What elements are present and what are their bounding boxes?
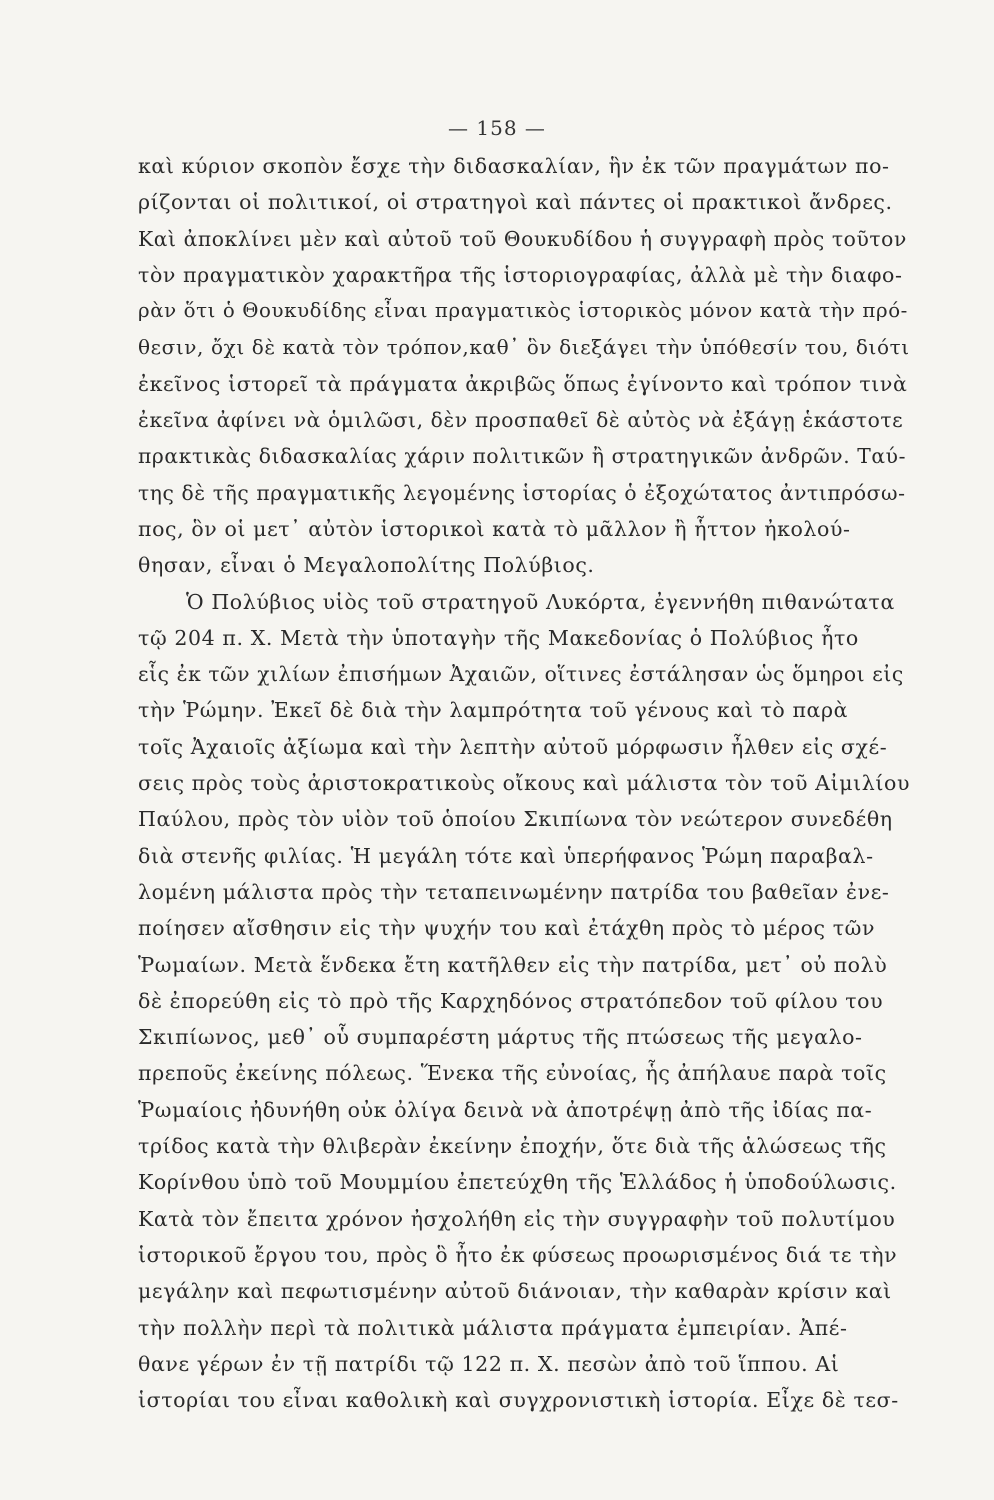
text-line: ποίησεν αἴσθησιν εἰς τὴν ψυχήν του καὶ ἐτάχθη πρὸς τὸ μέρος τῶν: [138, 916, 876, 941]
body-text: [138, 148, 910, 1418]
text-line: εἷς ἐκ τῶν χιλίων ἐπισήμων Ἀχαιῶν, οἵτινες ἐστάλησαν ὡς ὅμηροι εἰς: [138, 662, 904, 687]
text-line: ρὰν ὅτι ὁ Θουκυδίδης εἶναι πραγματικὸς ἱστορικὸς μόνον κατὰ τὴν πρό-: [138, 299, 908, 323]
text-line: σεις πρὸς τοὺς ἀριστοκρατικοὺς οἴκους καὶ μάλιστα τὸν τοῦ Αἰμιλίου: [138, 771, 910, 796]
text-line: δὲ ἐπορεύθη εἰς τὸ πρὸ τῆς Καρχηδόνος στρατόπεδον τοῦ φίλου του: [138, 988, 884, 1013]
text-line: θανε γέρων ἐν τῇ πατρίδι τῷ 122 π. Χ. πεσὼν ἀπὸ τοῦ ἵππου. Αἱ: [138, 1351, 840, 1376]
text-line: Ὁ Πολύβιος υἱὸς τοῦ στρατηγοῦ Λυκόρτα, ἐγεννήθη πιθανώτατα: [186, 589, 895, 614]
page-number: — 158 —: [448, 116, 546, 140]
text-line: τὸν πραγματικὸν χαρακτῆρα τῆς ἱστοριογραφίας, ἀλλὰ μὲ τὴν διαφο-: [138, 262, 903, 287]
text-line: ἱστορικοῦ ἔργου του, πρὸς ὃ ἦτο ἐκ φύσεως προωρισμένος διά τε τὴν: [138, 1242, 898, 1267]
text-line: τρίδος κατὰ τὴν θλιβερὰν ἐκείνην ἐποχήν, ὅτε διὰ τῆς ἁλώσεως τῆς: [138, 1134, 887, 1159]
text-line: Καὶ ἀποκλίνει μὲν καὶ αὐτοῦ τοῦ Θουκυδίδου ἡ συγγραφὴ πρὸς τοῦτον: [138, 226, 907, 251]
text-line: διὰ στενῆς φιλίας. Ἡ μεγάλη τότε καὶ ὑπερήφανος Ῥώμη παραβαλ-: [138, 843, 874, 868]
text-line: Ῥωμαίων. Μετὰ ἕνδεκα ἔτη κατῆλθεν εἰς τὴν πατρίδα, μετ᾽ οὐ πολὺ: [138, 952, 888, 977]
text-line: πρακτικὰς διδασκαλίας χάριν πολιτικῶν ἢ στρατηγικῶν ἀνδρῶν. Ταύ-: [138, 444, 907, 469]
text-line: Παύλου, πρὸς τὸν υἱὸν τοῦ ὁποίου Σκιπίωνα τὸν νεώτερον συνεδέθη: [138, 807, 893, 832]
text-line: ἐκεῖνος ἱστορεῖ τὰ πράγματα ἀκριβῶς ὅπως ἐγίνοντο καὶ τρόπον τινὰ: [138, 371, 908, 396]
text-line: μεγάλην καὶ πεφωτισμένην αὐτοῦ διάνοιαν, τὴν καθαρὰν κρίσιν καὶ: [138, 1279, 892, 1304]
text-line: θησαν, εἶναι ὁ Μεγαλοπολίτης Πολύβιος.: [138, 553, 595, 578]
text-line: τῷ 204 π. Χ. Μετὰ τὴν ὑποταγὴν τῆς Μακεδονίας ὁ Πολύβιος ἦτο: [138, 625, 859, 650]
text-line: Σκιπίωνος, μεθ᾽ οὗ συμπαρέστη μάρτυς τῆς πτώσεως τῆς μεγαλο-: [138, 1025, 863, 1050]
text-line: ἐκεῖνα ἀφίνει νὰ ὁμιλῶσι, δὲν προσπαθεῖ δὲ αὐτὸς νὰ ἐξάγῃ ἑκάστοτε: [138, 408, 904, 433]
text-line: πρεποῦς ἐκείνης πόλεως. Ἕνεκα τῆς εὐνοίας, ἧς ἀπήλαυε παρὰ τοῖς: [138, 1061, 887, 1086]
text-line: ρίζονται οἱ πολιτικοί, οἱ στρατηγοὶ καὶ πάντες οἱ πρακτικοὶ ἄνδρες.: [138, 190, 893, 215]
text-line: λομένη μάλιστα πρὸς τὴν τεταπεινωμένην πατρίδα του βαθεῖαν ἐνε-: [138, 879, 890, 904]
text-line: ἱστορίαι του εἶναι καθολικὴ καὶ συγχρονιστικὴ ἱστορία. Εἶχε δὲ τεσ-: [138, 1388, 899, 1413]
text-line: της δὲ τῆς πραγματικῆς λεγομένης ἱστορίας ὁ ἐξοχώτατος ἀντιπρόσω-: [138, 480, 906, 505]
text-line: τὴν Ῥώμην. Ἐκεῖ δὲ διὰ τὴν λαμπρότητα τοῦ γένους καὶ τὸ παρὰ: [138, 698, 849, 723]
text-line: τοῖς Ἀχαιοῖς ἀξίωμα καὶ τὴν λεπτὴν αὐτοῦ μόρφωσιν ἦλθεν εἰς σχέ-: [138, 734, 888, 759]
text-line: Κορίνθου ὑπὸ τοῦ Μουμμίου ἐπετεύχθη τῆς Ἑλλάδος ἡ ὑποδούλωσις.: [138, 1170, 897, 1195]
text-line: καὶ κύριον σκοπὸν ἔσχε τὴν διδασκαλίαν, ἣν ἐκ τῶν πραγμάτων πο-: [138, 154, 890, 178]
text-line: θεσιν, ὄχι δὲ κατὰ τὸν τρόπον,καθ᾽ ὃν διεξάγει τὴν ὑπόθεσίν του, διότι: [138, 335, 910, 360]
text-line: τὴν πολλὴν περὶ τὰ πολιτικὰ μάλιστα πράγματα ἐμπειρίαν. Ἀπέ-: [138, 1315, 848, 1340]
text-line: πος, ὃν οἱ μετ᾽ αὐτὸν ἱστορικοὶ κατὰ τὸ μᾶλλον ἢ ἧττον ἠκολού-: [138, 516, 851, 541]
text-line: Ῥωμαίοις ἠδυνήθη οὐκ ὀλίγα δεινὰ νὰ ἀποτρέψῃ ἀπὸ τῆς ἰδίας πα-: [138, 1097, 873, 1122]
text-line: Κατὰ τὸν ἔπειτα χρόνον ἠσχολήθη εἰς τὴν συγγραφὴν τοῦ πολυτίμου: [138, 1206, 896, 1231]
